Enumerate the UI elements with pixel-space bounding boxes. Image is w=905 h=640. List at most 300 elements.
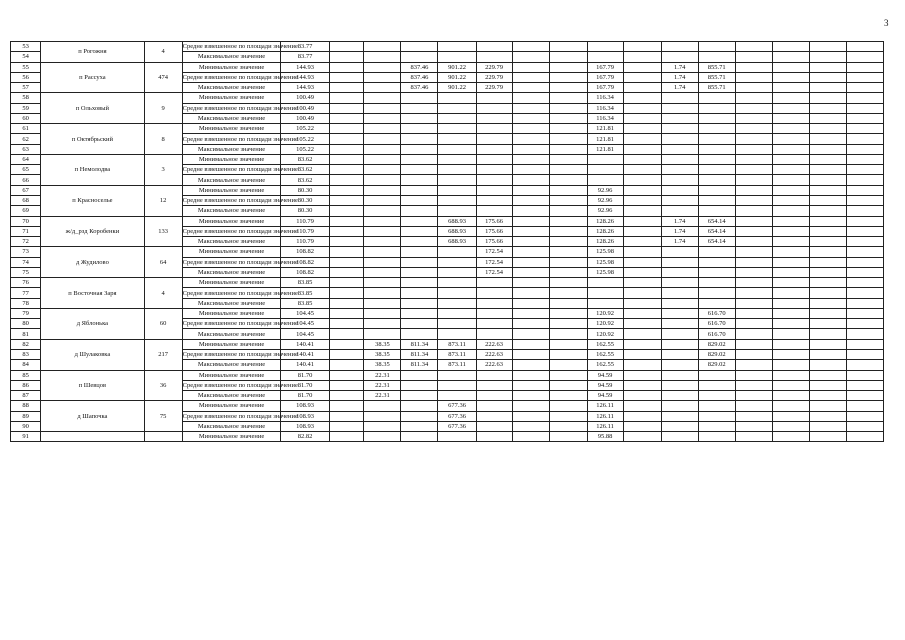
value-cell: 688.93 [438, 237, 476, 247]
value-cell [401, 124, 438, 134]
value-cell [364, 411, 401, 421]
value-type: Средне взвешенное по площади значение [182, 381, 298, 389]
value-cell [364, 206, 401, 216]
value-type: Средне взвешенное по площади значение [182, 43, 298, 51]
value-cell [846, 391, 883, 401]
value-cell [364, 288, 401, 298]
value-cell [623, 339, 661, 349]
value-cell [623, 226, 661, 236]
value-cell [438, 124, 476, 134]
value-cell [476, 401, 512, 411]
value-cell [772, 134, 809, 144]
value-cell [661, 124, 698, 134]
value-cell [698, 380, 735, 390]
value-cell [476, 52, 512, 62]
value-type: Минимальное значение [182, 124, 281, 134]
value-cell [735, 216, 772, 226]
value-cell [735, 83, 772, 93]
value-cell [364, 216, 401, 226]
value-cell [623, 401, 661, 411]
value-cell [735, 298, 772, 308]
value-cell: 829.02 [698, 360, 735, 370]
value-cell [846, 42, 883, 52]
value-cell [623, 154, 661, 164]
value-cell [438, 93, 476, 103]
value-cell [401, 267, 438, 277]
value-cell [623, 349, 661, 359]
row-number: 86 [11, 380, 41, 390]
value-cell [364, 175, 401, 185]
value-cell [809, 134, 846, 144]
value-cell [401, 206, 438, 216]
value-cell: 162.55 [587, 339, 623, 349]
value-cell [512, 308, 549, 318]
value-cell [623, 432, 661, 442]
value-cell: 901.22 [438, 83, 476, 93]
value-cell [549, 206, 587, 216]
value-cell: 104.45 [281, 308, 329, 318]
value-cell [809, 421, 846, 431]
row-number: 56 [11, 72, 41, 82]
value-cell: 162.55 [587, 349, 623, 359]
value-cell [846, 185, 883, 195]
value-cell [549, 267, 587, 277]
value-type: Средне взвешенное по площади значение [182, 258, 298, 266]
value-cell [329, 216, 364, 226]
value-cell [512, 360, 549, 370]
value-cell [476, 103, 512, 113]
value-cell [476, 42, 512, 52]
value-cell [549, 247, 587, 257]
table-row [11, 93, 884, 103]
value-cell [846, 308, 883, 318]
table-row [11, 124, 884, 134]
value-cell [661, 329, 698, 339]
value-cell [329, 401, 364, 411]
value-cell [772, 185, 809, 195]
value-cell [438, 42, 476, 52]
value-cell [401, 113, 438, 123]
value-cell [476, 308, 512, 318]
value-cell [623, 308, 661, 318]
value-cell [846, 216, 883, 226]
value-cell: 81.70 [281, 380, 329, 390]
value-cell [587, 298, 623, 308]
value-cell [438, 247, 476, 257]
value-cell [512, 195, 549, 205]
value-cell [846, 349, 883, 359]
value-cell [549, 72, 587, 82]
value-type: Максимальное значение [182, 206, 281, 216]
value-cell: 829.02 [698, 339, 735, 349]
value-cell [512, 298, 549, 308]
value-cell [587, 42, 623, 52]
value-cell: 677.36 [438, 411, 476, 421]
value-cell [512, 103, 549, 113]
value-cell: 38.35 [364, 349, 401, 359]
row-number: 53 [11, 42, 41, 52]
value-cell [735, 144, 772, 154]
value-cell [772, 62, 809, 72]
value-cell [549, 144, 587, 154]
value-cell: 837.46 [401, 62, 438, 72]
value-cell [401, 319, 438, 329]
value-cell [623, 83, 661, 93]
value-cell [549, 93, 587, 103]
value-cell [549, 185, 587, 195]
value-cell [512, 52, 549, 62]
value-cell [735, 370, 772, 380]
value-cell [735, 52, 772, 62]
value-cell [329, 257, 364, 267]
value-cell: 94.59 [587, 380, 623, 390]
value-cell [512, 401, 549, 411]
value-cell [772, 103, 809, 113]
value-cell [698, 42, 735, 52]
value-cell [476, 124, 512, 134]
value-cell [549, 329, 587, 339]
value-cell [772, 165, 809, 175]
value-cell [549, 411, 587, 421]
value-cell [772, 206, 809, 216]
value-cell [809, 432, 846, 442]
row-number: 57 [11, 83, 41, 93]
value-cell [735, 360, 772, 370]
value-cell: 80.30 [281, 206, 329, 216]
value-type: Максимальное значение [182, 113, 281, 123]
value-type: Максимальное значение [182, 267, 281, 277]
value-cell: 654.14 [698, 226, 735, 236]
value-cell [846, 432, 883, 442]
value-cell [364, 319, 401, 329]
value-cell: 140.41 [281, 360, 329, 370]
value-cell [623, 175, 661, 185]
value-type: Минимальное значение [182, 432, 281, 442]
value-cell [661, 206, 698, 216]
value-cell [587, 175, 623, 185]
value-cell [661, 113, 698, 123]
value-cell [549, 62, 587, 72]
value-cell [623, 206, 661, 216]
value-cell [623, 237, 661, 247]
row-number: 66 [11, 175, 41, 185]
value-cell [698, 165, 735, 175]
value-cell: 94.59 [587, 391, 623, 401]
value-cell [735, 226, 772, 236]
value-cell: 167.79 [587, 83, 623, 93]
value-cell: 811.34 [401, 349, 438, 359]
value-cell: 873.11 [438, 360, 476, 370]
value-cell [809, 308, 846, 318]
value-cell [476, 370, 512, 380]
row-number: 58 [11, 93, 41, 103]
value-cell [772, 124, 809, 134]
value-cell [329, 42, 364, 52]
value-cell [809, 52, 846, 62]
value-cell [587, 278, 623, 288]
value-cell [549, 52, 587, 62]
value-cell: 128.26 [587, 216, 623, 226]
value-cell: 92.96 [587, 206, 623, 216]
value-cell [476, 432, 512, 442]
value-cell [512, 432, 549, 442]
value-type: Минимальное значение [182, 339, 281, 349]
value-cell [623, 113, 661, 123]
value-cell [846, 154, 883, 164]
value-type: Минимальное значение [182, 154, 281, 164]
value-cell [512, 237, 549, 247]
value-cell [438, 113, 476, 123]
settlement-name: п Красноселье [41, 185, 144, 216]
value-cell: 120.92 [587, 319, 623, 329]
value-cell [329, 206, 364, 216]
value-cell: 108.93 [281, 401, 329, 411]
value-cell [772, 237, 809, 247]
value-cell [846, 257, 883, 267]
value-cell [772, 154, 809, 164]
value-cell [364, 308, 401, 318]
value-cell [623, 288, 661, 298]
value-cell: 22.31 [364, 370, 401, 380]
value-cell [772, 83, 809, 93]
value-cell [549, 154, 587, 164]
value-cell: 83.85 [281, 278, 329, 288]
value-cell [698, 206, 735, 216]
value-type: Средне взвешенное по площади значение [182, 351, 298, 359]
value-cell [549, 360, 587, 370]
value-cell [401, 237, 438, 247]
value-cell [476, 391, 512, 401]
value-cell [661, 257, 698, 267]
value-cell [809, 72, 846, 82]
table-row [11, 62, 884, 72]
value-cell: 855.71 [698, 62, 735, 72]
table-row [11, 432, 884, 442]
value-cell [329, 226, 364, 236]
value-cell [364, 226, 401, 236]
value-cell [512, 144, 549, 154]
row-number: 65 [11, 165, 41, 175]
value-cell [476, 195, 512, 205]
value-cell [623, 329, 661, 339]
value-type: Минимальное значение [182, 401, 281, 411]
value-cell [549, 298, 587, 308]
settlement-name: п Шевцов [41, 370, 144, 401]
value-cell [364, 154, 401, 164]
value-cell [623, 421, 661, 431]
value-cell: 110.79 [281, 216, 329, 226]
value-cell [735, 247, 772, 257]
value-cell [661, 165, 698, 175]
value-cell: 116.34 [587, 103, 623, 113]
value-cell [846, 298, 883, 308]
value-cell [772, 391, 809, 401]
value-cell [661, 401, 698, 411]
value-cell [809, 113, 846, 123]
value-cell [698, 124, 735, 134]
value-cell [401, 154, 438, 164]
value-cell: 108.93 [281, 411, 329, 421]
value-cell [698, 421, 735, 431]
value-cell: 116.34 [587, 93, 623, 103]
value-cell [549, 237, 587, 247]
settlement-name: п Октябрьский [41, 124, 144, 155]
value-cell [438, 432, 476, 442]
value-cell [512, 83, 549, 93]
value-cell [512, 329, 549, 339]
value-cell [512, 421, 549, 431]
value-cell [438, 391, 476, 401]
value-cell [846, 319, 883, 329]
value-cell [661, 391, 698, 401]
value-cell: 1.74 [661, 72, 698, 82]
row-number: 87 [11, 391, 41, 401]
value-cell [329, 432, 364, 442]
value-cell [329, 237, 364, 247]
value-cell [772, 93, 809, 103]
value-cell: 105.22 [281, 144, 329, 154]
value-type: Максимальное значение [182, 298, 281, 308]
value-cell [623, 52, 661, 62]
value-cell [476, 298, 512, 308]
value-cell [364, 401, 401, 411]
table-row [11, 247, 884, 257]
row-number: 59 [11, 103, 41, 113]
row-number: 69 [11, 206, 41, 216]
settlement-name: д Яблонька [41, 308, 144, 339]
value-cell: 83.62 [281, 165, 329, 175]
value-cell: 81.70 [281, 370, 329, 380]
value-cell [661, 432, 698, 442]
value-type: Средне взвешенное по площади значение [182, 320, 298, 328]
value-cell: 222.63 [476, 349, 512, 359]
value-cell [661, 319, 698, 329]
value-cell [329, 267, 364, 277]
value-cell [329, 421, 364, 431]
table-row [11, 185, 884, 195]
value-cell [772, 411, 809, 421]
value-cell [401, 391, 438, 401]
value-cell [364, 134, 401, 144]
value-cell [329, 134, 364, 144]
row-number: 89 [11, 411, 41, 421]
value-cell [329, 62, 364, 72]
value-cell [364, 165, 401, 175]
value-cell [772, 226, 809, 236]
value-cell: 83.62 [281, 154, 329, 164]
value-cell: 1.74 [661, 83, 698, 93]
value-cell [809, 144, 846, 154]
value-cell [549, 288, 587, 298]
value-type: Средне взвешенное по площади значение [182, 412, 298, 420]
value-cell [772, 380, 809, 390]
value-cell: 83.77 [281, 52, 329, 62]
value-cell [438, 329, 476, 339]
row-number: 90 [11, 421, 41, 431]
value-cell [401, 93, 438, 103]
settlement-count [144, 432, 182, 442]
value-cell [735, 165, 772, 175]
value-cell: 38.35 [364, 360, 401, 370]
settlement-count: 133 [144, 216, 182, 247]
settlement-name: п Восточная Заря [41, 278, 144, 309]
value-cell [661, 298, 698, 308]
value-cell [476, 175, 512, 185]
row-number: 91 [11, 432, 41, 442]
value-type: Средне взвешенное по площади значение [182, 289, 298, 297]
settlement-name: д Шапочка [41, 401, 144, 432]
value-cell [623, 411, 661, 421]
settlement-name: ж/д_рзд Коробенки [41, 216, 144, 247]
row-number: 80 [11, 319, 41, 329]
value-cell [329, 165, 364, 175]
value-cell [512, 134, 549, 144]
value-cell [698, 298, 735, 308]
value-cell [809, 62, 846, 72]
value-cell: 100.49 [281, 93, 329, 103]
value-type: Максимальное значение [182, 391, 281, 401]
value-cell [661, 421, 698, 431]
value-cell [772, 113, 809, 123]
value-cell [661, 144, 698, 154]
value-cell [623, 144, 661, 154]
value-cell [401, 216, 438, 226]
value-cell [401, 380, 438, 390]
value-cell [438, 154, 476, 164]
value-cell [587, 165, 623, 175]
value-cell [549, 42, 587, 52]
value-type: Минимальное значение [182, 62, 281, 72]
value-cell [623, 124, 661, 134]
value-cell [698, 93, 735, 103]
row-number: 75 [11, 267, 41, 277]
settlement-count: 474 [144, 62, 182, 93]
value-cell [329, 288, 364, 298]
value-cell: 616.70 [698, 329, 735, 339]
value-cell: 144.93 [281, 62, 329, 72]
value-cell: 105.22 [281, 124, 329, 134]
value-cell [772, 267, 809, 277]
value-cell [438, 380, 476, 390]
row-number: 84 [11, 360, 41, 370]
value-cell: 126.11 [587, 411, 623, 421]
table-row [11, 154, 884, 164]
settlement-name: п Рогожня [41, 42, 144, 63]
value-cell [846, 83, 883, 93]
value-cell: 100.49 [281, 103, 329, 113]
value-cell: 128.26 [587, 237, 623, 247]
table-row [11, 401, 884, 411]
value-cell: 172.54 [476, 257, 512, 267]
value-cell [329, 83, 364, 93]
value-cell [623, 380, 661, 390]
value-cell [329, 144, 364, 154]
table-row [11, 278, 884, 288]
value-cell [438, 298, 476, 308]
value-cell [809, 298, 846, 308]
value-cell [661, 360, 698, 370]
value-cell [735, 154, 772, 164]
value-cell [623, 278, 661, 288]
value-cell [661, 267, 698, 277]
row-number: 79 [11, 308, 41, 318]
value-cell [809, 349, 846, 359]
value-cell [809, 339, 846, 349]
value-cell [809, 103, 846, 113]
value-cell [809, 360, 846, 370]
value-cell [476, 165, 512, 175]
settlement-name: д Жудилово [41, 247, 144, 278]
